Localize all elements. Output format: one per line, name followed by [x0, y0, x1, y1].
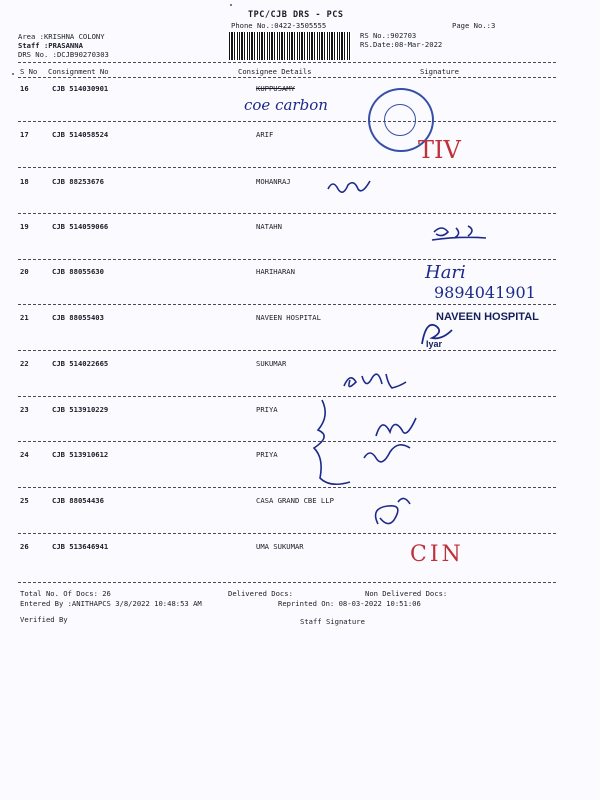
entered-by: Entered By :ANITHAPCS 3/8/2022 10:48:53 AM: [20, 599, 202, 608]
row-sno: 25: [20, 496, 29, 505]
handwritten-signature: TIV: [418, 136, 461, 164]
row-sno: 23: [20, 405, 29, 414]
hospital-stamp: NAVEEN HOSPITAL: [436, 311, 539, 323]
row-sno: 19: [20, 222, 29, 231]
row-divider: [18, 213, 556, 214]
divider: [18, 77, 556, 78]
handwritten-phone-number: 9894041901: [434, 283, 536, 302]
handwritten-signature: CIN: [410, 542, 464, 567]
document-title: TPC/CJB DRS - PCS: [248, 10, 344, 20]
row-consignment: CJB 88055403: [52, 313, 104, 322]
drs-number: DRS No. :DCJB90270303: [18, 50, 109, 59]
table-row: [0, 267, 600, 281]
area-field: Area :KRISHNA COLONY: [18, 32, 105, 41]
row-divider: [18, 121, 556, 122]
handwritten-signature: coe carbon: [244, 96, 328, 114]
table-row: [0, 177, 600, 191]
page-number: Page No.:3: [452, 21, 496, 30]
table-row: [0, 542, 600, 556]
row-consignee: NAVEEN HOSPITAL: [256, 313, 321, 322]
phone-number: Phone No.:0422-3505555: [231, 21, 327, 30]
row-consignee: PRIYA: [256, 450, 278, 459]
row-sno: 16: [20, 84, 29, 93]
rs-number: RS No.:902703: [360, 31, 417, 40]
column-header-signature: Signature: [420, 67, 459, 76]
row-consignment: CJB 88054436: [52, 496, 104, 505]
row-consignment: CJB 88055630: [52, 267, 104, 276]
reprinted-on: Reprinted On: 08-03-2022 10:51:06: [278, 599, 421, 608]
row-sno: 26: [20, 542, 29, 551]
row-consignee: PRIYA: [256, 405, 278, 414]
table-row: [0, 222, 600, 236]
table-row: [0, 130, 600, 144]
scan-speck: [12, 73, 14, 75]
staff-signature-label: Staff Signature: [300, 617, 365, 626]
signature-scribble: [368, 494, 418, 532]
row-consignment: CJB 88253676: [52, 177, 104, 186]
row-divider: [18, 396, 556, 397]
total-docs: Total No. Of Docs: 26: [20, 589, 111, 598]
row-consignee: MOHANRAJ: [256, 177, 291, 186]
row-sno: 22: [20, 359, 29, 368]
row-sno: 20: [20, 267, 29, 276]
row-consignment: CJB 514030901: [52, 84, 109, 93]
row-divider: [18, 487, 556, 488]
row-divider: [18, 259, 556, 260]
row-divider: [18, 441, 556, 442]
row-consignment: CJB 514058524: [52, 130, 109, 139]
row-consignee: UMA SUKUMAR: [256, 542, 304, 551]
row-consignee: SUKUMAR: [256, 359, 287, 368]
handwritten-signature: Hari: [425, 262, 466, 283]
row-divider: [18, 304, 556, 305]
row-divider: [18, 350, 556, 351]
row-sno: 21: [20, 313, 29, 322]
row-consignment: CJB 513910612: [52, 450, 109, 459]
row-consignment: CJB 514059066: [52, 222, 109, 231]
row-consignment: CJB 513910229: [52, 405, 109, 414]
row-consignee: ARIF: [256, 130, 274, 139]
barcode: [229, 32, 351, 60]
column-header-sno: S No: [20, 67, 38, 76]
table-row: [0, 359, 600, 373]
signature-scribble: [418, 318, 458, 348]
signature-scribble: [428, 220, 488, 244]
row-consignment: CJB 514022665: [52, 359, 109, 368]
row-divider: [18, 167, 556, 168]
divider: [18, 62, 556, 63]
column-header-consignee: Consignee Details: [238, 67, 312, 76]
verified-by-label: Verified By: [20, 615, 68, 624]
scan-speck: [230, 4, 232, 6]
delivered-docs-label: Delivered Docs:: [228, 589, 293, 598]
row-divider: [18, 533, 556, 534]
divider: [18, 582, 556, 583]
column-header-consignment: Consignment No: [48, 67, 109, 76]
row-consignee: CASA GRAND CBE LLP: [256, 496, 334, 505]
hospital-stamp-subtext: Iyar: [426, 339, 443, 349]
row-sno: 18: [20, 177, 29, 186]
row-consignment: CJB 513646941: [52, 542, 109, 551]
non-delivered-docs-label: Non Delivered Docs:: [365, 589, 448, 598]
row-sno: 24: [20, 450, 29, 459]
staff-field: Staff :PRASANNA: [18, 41, 83, 50]
signature-scribble: [338, 368, 412, 396]
row-consignee: NATAHN: [256, 222, 282, 231]
row-sno: 17: [20, 130, 29, 139]
rs-date: RS.Date:08-Mar-2022: [360, 40, 443, 49]
row-consignee: HARIHARAN: [256, 267, 295, 276]
row-consignee: KUPPUSAMY: [256, 84, 295, 93]
signature-scribble: [326, 175, 376, 199]
